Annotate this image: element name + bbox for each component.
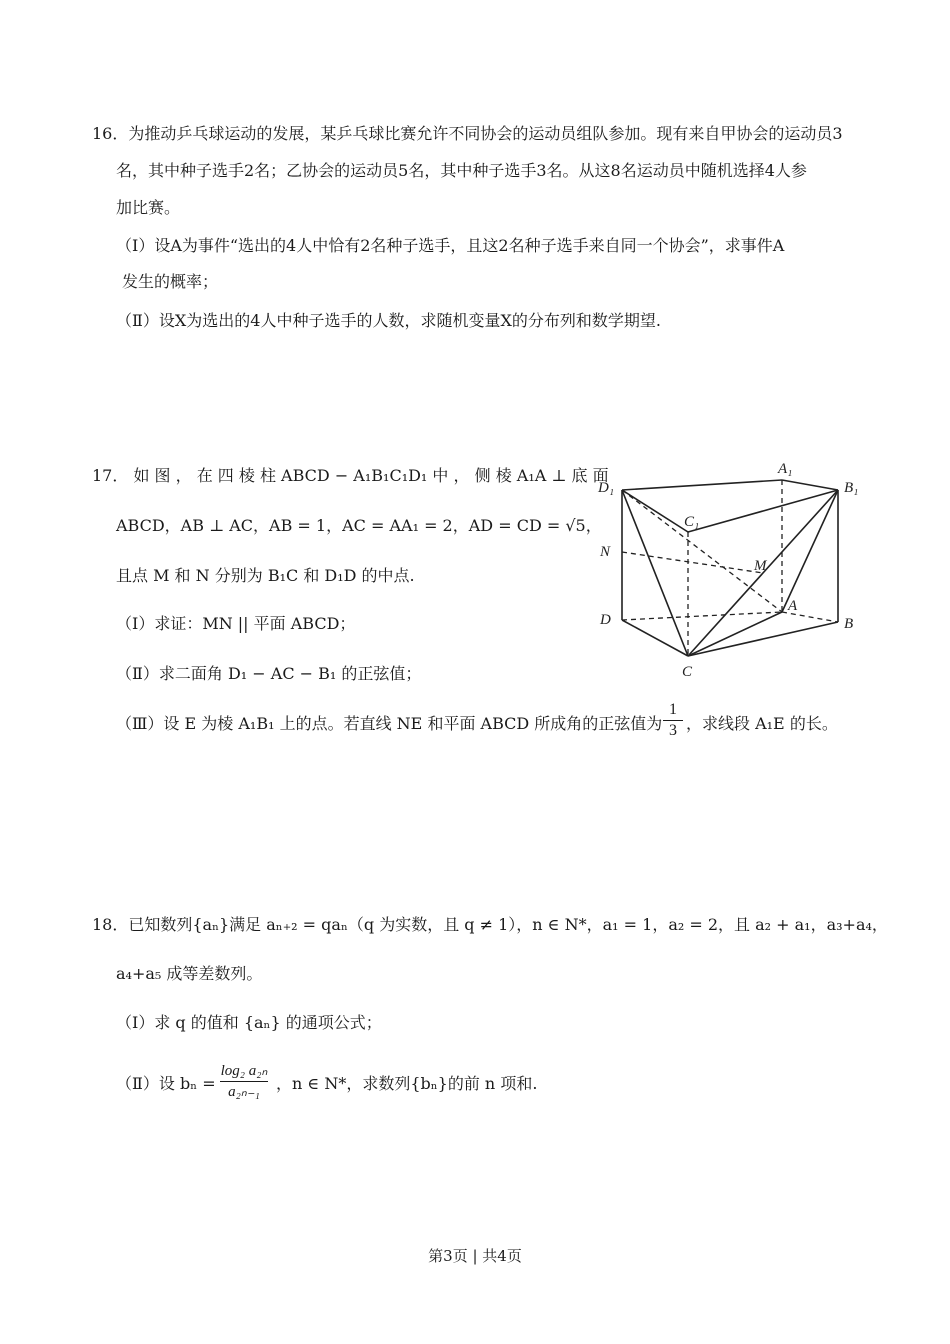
- q18-part2-after: ，n ∈ N*，求数列{bₙ}的前 n 项和.: [276, 1074, 538, 1093]
- q18-part1: （Ⅰ）求 q 的值和 {aₙ} 的通项公式；: [116, 1013, 382, 1032]
- label-d1: D₁: [598, 480, 615, 496]
- label-b: B: [844, 616, 854, 632]
- q16-part2: （Ⅱ）设X为选出的4人中种子选手的人数，求随机变量X的分布列和数学期望.: [116, 311, 661, 330]
- edge-c1-b1: [688, 490, 838, 532]
- label-n: N: [600, 544, 611, 560]
- edge-a1-b1: [782, 480, 838, 490]
- q17-line-1: 17． 如 图 ， 在 四 棱 柱 ABCD − A₁B₁C₁D₁ 中 ， 侧 棱 A₁A ⊥ 底 面: [92, 466, 609, 485]
- q16-part1-line-1: （Ⅰ）设A为事件“选出的4人中恰有2名种子选手，且这2名种子选手来自同一个协会”，求事件A: [116, 236, 785, 255]
- label-m: M: [754, 558, 767, 574]
- edge-d1-c: [622, 490, 688, 656]
- fraction-denominator: a₂ₙ₋₁: [228, 1084, 260, 1100]
- q17-part1: （Ⅰ）求证：MN || 平面 ABCD；: [116, 614, 356, 633]
- q17-part3-fraction: [663, 701, 683, 740]
- page-footer: 第3页 | 共4页: [428, 1247, 522, 1265]
- edge-d-a-hidden: [622, 612, 782, 620]
- label-a: A: [788, 598, 798, 614]
- edge-d1-c1: [622, 490, 688, 532]
- edge-d1-a1: [622, 480, 782, 490]
- segment-n-m-hidden: [622, 552, 763, 573]
- q16-line-1: 16．为推动乒乓球运动的发展，某乒乓球比赛允许不同协会的运动员组队参加。现有来自甲协会的运动员3: [92, 124, 843, 143]
- q16-line-3: 加比赛。: [116, 198, 181, 217]
- q18-part2-fraction: [220, 1062, 268, 1101]
- label-a1: A₁: [778, 461, 793, 477]
- q18-part2-before: （Ⅱ）设 bₙ =: [116, 1074, 216, 1093]
- label-c1: C₁: [684, 514, 700, 530]
- q18-line-2: a₄+a₅ 成等差数列。: [116, 964, 263, 983]
- edge-c-b: [688, 622, 838, 656]
- edge-b1-a: [782, 490, 838, 612]
- q16-line-2: 名，其中种子选手2名；乙协会的运动员5名，其中种子选手3名。从这8名运动员中随机选择4人参: [116, 161, 807, 180]
- q18-line-1: 18．已知数列{aₙ}满足 aₙ₊₂ = qaₙ（q 为实数，且 q ≠ 1），n ∈ N*，a₁ = 1，a₂ = 2，且 a₂ + a₁，a₃+a₄，: [92, 915, 888, 934]
- label-c: C: [682, 664, 693, 680]
- label-b1: B₁: [844, 480, 859, 496]
- q17-line-2: ABCD，AB ⊥ AC，AB = 1，AC = AA₁ = 2，AD = CD = √5，: [116, 516, 602, 535]
- fraction-denominator: 3: [669, 722, 677, 739]
- q17-part2: （Ⅱ）求二面角 D₁ − AC − B₁ 的正弦值；: [116, 664, 422, 683]
- edge-c-a: [688, 612, 782, 656]
- q17-line-3: 且点 M 和 N 分别为 B₁C 和 D₁D 的中点.: [116, 566, 415, 585]
- edge-d-c: [622, 620, 688, 656]
- prism-figure: [596, 458, 872, 684]
- label-d: D: [600, 612, 611, 628]
- fraction-numerator: 1: [669, 701, 677, 718]
- q17-part3-before: （Ⅲ）设 E 为棱 A₁B₁ 上的点。若直线 NE 和平面 ABCD 所成角的正弦值为: [116, 714, 663, 733]
- q17-part3-after: ，求线段 A₁E 的长。: [686, 714, 838, 733]
- q16-part1-line-2: 发生的概率；: [122, 272, 219, 291]
- fraction-numerator: log₂ a₂ₙ: [220, 1063, 268, 1079]
